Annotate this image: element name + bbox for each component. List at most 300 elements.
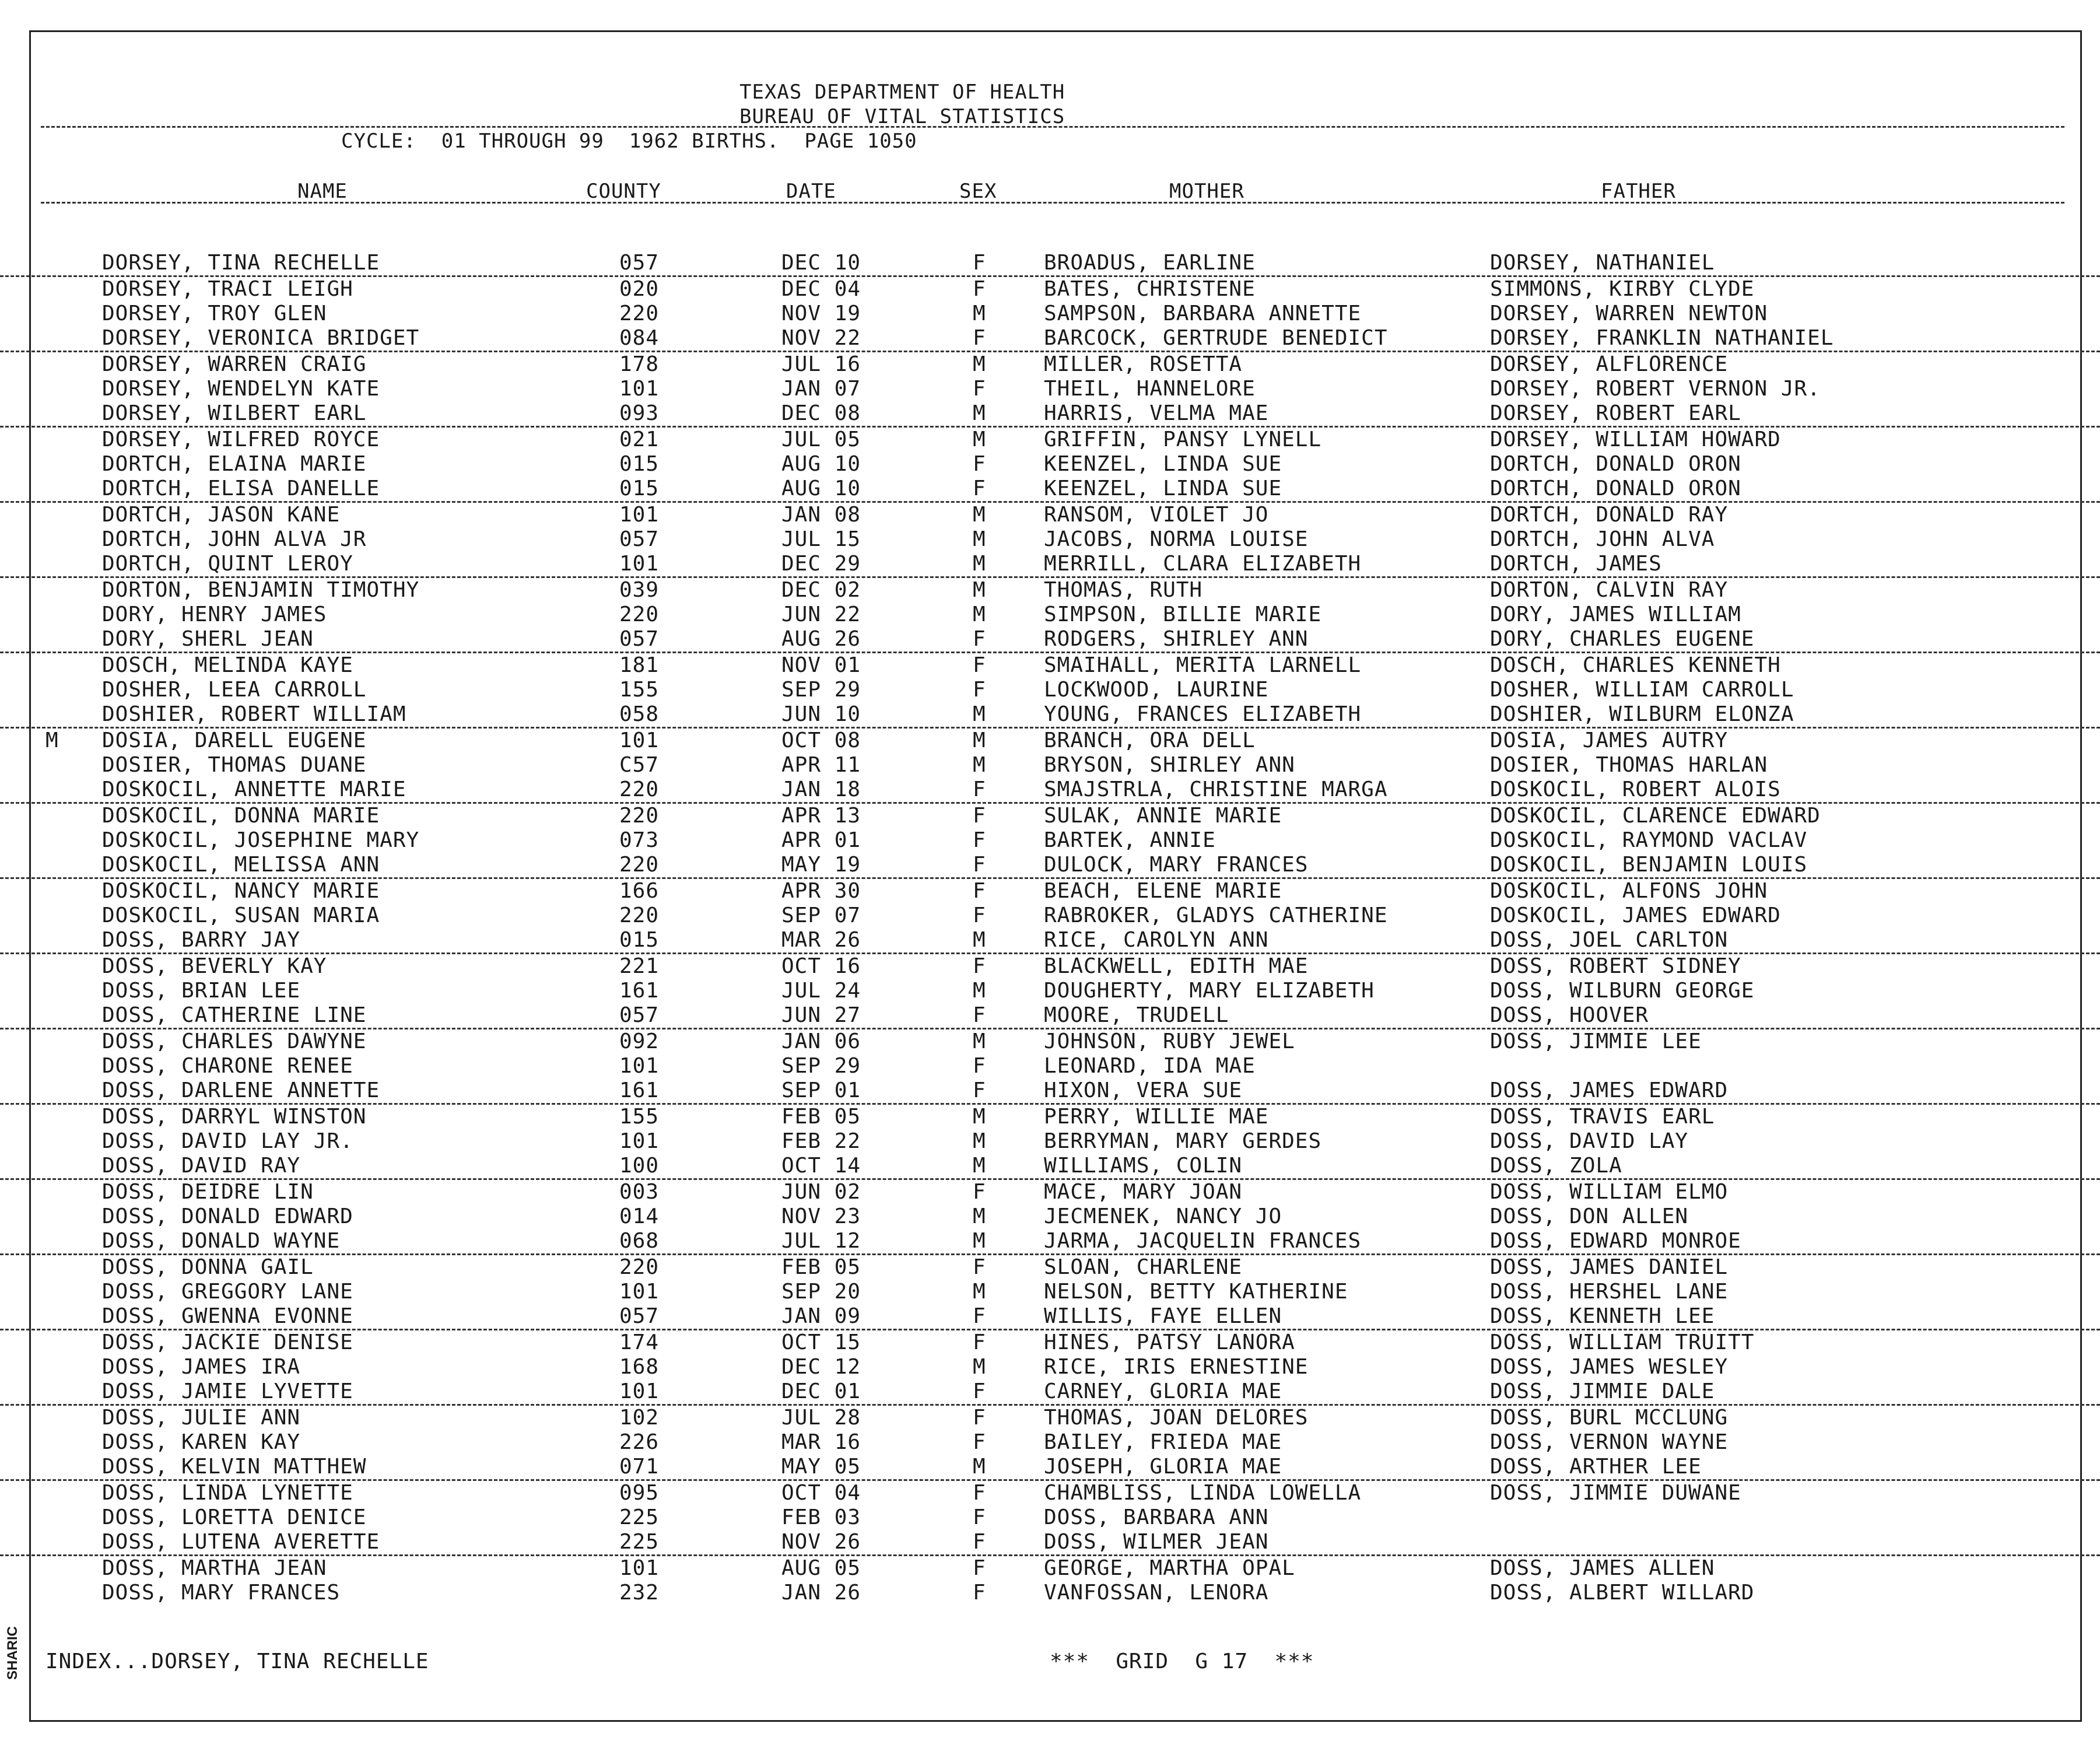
- cell-father: DOSS, EDWARD MONROE: [1490, 1229, 1741, 1253]
- cell-county: 068: [619, 1229, 660, 1253]
- cell-mother: GEORGE, MARTHA OPAL: [1044, 1556, 1295, 1580]
- table-row: [0, 778, 2100, 804]
- table-row: [0, 1229, 2100, 1255]
- cell-county: 101: [619, 1129, 660, 1153]
- cell-county: 168: [619, 1355, 660, 1379]
- cell-county: 178: [619, 352, 660, 376]
- cell-mother: DULOCK, MARY FRANCES: [1044, 853, 1309, 877]
- cell-county: 057: [619, 251, 660, 275]
- cell-name: DORTCH, QUINT LEROY: [102, 552, 353, 576]
- col-header-sex: SEX: [959, 180, 997, 203]
- cell-county: 161: [619, 1078, 660, 1102]
- cell-name: DORY, SHERL JEAN: [102, 627, 314, 651]
- table-row: [0, 627, 2100, 653]
- cell-sex: M: [973, 503, 986, 527]
- col-header-county: COUNTY: [586, 180, 661, 203]
- cell-mother: RICE, IRIS ERNESTINE: [1044, 1355, 1309, 1379]
- cell-county: 101: [619, 1379, 660, 1403]
- cell-mother: LEONARD, IDA MAE: [1044, 1054, 1256, 1078]
- table-row: [0, 277, 2100, 302]
- table-row: [0, 1129, 2100, 1154]
- cell-date: NOV 26: [781, 1530, 861, 1554]
- cell-sex: M: [973, 1105, 986, 1129]
- cell-father: DOSS, ROBERT SIDNEY: [1490, 954, 1741, 978]
- cell-name: DOSS, BEVERLY KAY: [102, 954, 327, 978]
- cell-county: 101: [619, 503, 660, 527]
- table-row: [0, 527, 2100, 552]
- cell-date: SEP 29: [781, 1054, 861, 1078]
- cell-date: JUL 05: [781, 428, 861, 451]
- cell-father: DOSS, WILLIAM TRUITT: [1490, 1330, 1755, 1354]
- cell-date: DEC 08: [781, 401, 861, 425]
- cell-date: OCT 04: [781, 1481, 861, 1505]
- cell-sex: F: [973, 1330, 986, 1354]
- cell-father: DOSS, JAMES EDWARD: [1490, 1078, 1729, 1102]
- cell-date: SEP 07: [781, 903, 861, 927]
- table-row: [0, 401, 2100, 428]
- cell-mother: THOMAS, JOAN DELORES: [1044, 1406, 1309, 1430]
- table-row: [0, 1455, 2100, 1481]
- table-row: [0, 1379, 2100, 1406]
- cell-date: JAN 26: [781, 1581, 861, 1605]
- cell-name: DOSS, DARLENE ANNETTE: [102, 1078, 380, 1102]
- cell-name: DORSEY, TINA RECHELLE: [102, 251, 380, 275]
- cell-county: 220: [619, 804, 660, 828]
- cell-name: DORTCH, ELISA DANELLE: [102, 477, 380, 500]
- cell-sex: M: [973, 603, 986, 626]
- cell-name: DOSS, KELVIN MATTHEW: [102, 1455, 367, 1479]
- cell-father: DOSS, JIMMIE DALE: [1490, 1379, 1715, 1403]
- cell-name: DOSKOCIL, DONNA MARIE: [102, 804, 380, 828]
- cell-county: 015: [619, 452, 660, 476]
- cell-father: DOSS, BURL MCCLUNG: [1490, 1406, 1729, 1430]
- cell-county: 084: [619, 326, 660, 350]
- cell-mother: JACOBS, NORMA LOUISE: [1044, 527, 1309, 551]
- cell-name: DOSS, CHARONE RENEE: [102, 1054, 353, 1078]
- cell-date: MAR 16: [781, 1430, 861, 1454]
- cell-father: DOSHER, WILLIAM CARROLL: [1490, 678, 1794, 702]
- cell-mother: WILLIAMS, COLIN: [1044, 1154, 1243, 1178]
- cell-mother: SULAK, ANNIE MARIE: [1044, 804, 1282, 828]
- cell-county: 095: [619, 1481, 660, 1505]
- cell-name: DOSS, LUTENA AVERETTE: [102, 1530, 380, 1554]
- cell-mother: NELSON, BETTY KATHERINE: [1044, 1280, 1348, 1304]
- cell-date: DEC 29: [781, 552, 861, 576]
- cell-date: JAN 09: [781, 1304, 861, 1328]
- cell-father: DOSS, HOOVER: [1490, 1003, 1649, 1027]
- cell-date: DEC 01: [781, 1379, 861, 1403]
- cell-mother: HIXON, VERA SUE: [1044, 1078, 1243, 1102]
- cell-date: AUG 10: [781, 477, 861, 500]
- cell-name: DOSS, DAVID LAY JR.: [102, 1129, 353, 1153]
- cell-sex: F: [973, 678, 986, 702]
- cell-county: 232: [619, 1581, 660, 1605]
- cell-date: JUN 10: [781, 702, 861, 726]
- cell-mother: BLACKWELL, EDITH MAE: [1044, 954, 1309, 978]
- cell-mother: THOMAS, RUTH: [1044, 578, 1203, 602]
- cell-date: NOV 19: [781, 302, 861, 325]
- cell-mother: YOUNG, FRANCES ELIZABETH: [1044, 702, 1362, 726]
- cell-name: DOSS, LORETTA DENICE: [102, 1505, 367, 1529]
- cell-sex: F: [973, 1255, 986, 1279]
- cell-county: 101: [619, 1556, 660, 1580]
- cell-father: DOSS, ZOLA: [1490, 1154, 1622, 1178]
- cell-father: DORSEY, ALFLORENCE: [1490, 352, 1729, 376]
- cell-father: DOSS, ARTHER LEE: [1490, 1455, 1702, 1479]
- cell-county: 174: [619, 1330, 660, 1354]
- cell-sex: F: [973, 1406, 986, 1430]
- cell-father: DORSEY, FRANKLIN NATHANIEL: [1490, 326, 1834, 350]
- cell-sex: F: [973, 1481, 986, 1505]
- cell-date: DEC 04: [781, 277, 861, 301]
- cell-sex: F: [973, 653, 986, 677]
- cell-name: DORSEY, TROY GLEN: [102, 302, 327, 325]
- cell-county: 225: [619, 1530, 660, 1554]
- cell-mother: GRIFFIN, PANSY LYNELL: [1044, 428, 1322, 451]
- cell-name: DOSS, BARRY JAY: [102, 928, 301, 952]
- cell-father: DOSKOCIL, ROBERT ALOIS: [1490, 778, 1781, 801]
- cell-date: SEP 29: [781, 678, 861, 702]
- cell-father: DOSKOCIL, ALFONS JOHN: [1490, 879, 1768, 903]
- cell-name: DOSKOCIL, ANNETTE MARIE: [102, 778, 406, 801]
- table-row: [0, 377, 2100, 401]
- table-row: [0, 1430, 2100, 1455]
- table-row: [0, 828, 2100, 853]
- cell-sex: M: [973, 428, 986, 451]
- cell-mother: SMAJSTRLA, CHRISTINE MARGA: [1044, 778, 1388, 801]
- cell-mother: SIMPSON, BILLIE MARIE: [1044, 603, 1322, 626]
- cell-name: DORTCH, JASON KANE: [102, 503, 341, 527]
- cell-name: DOSS, JULIE ANN: [102, 1406, 301, 1430]
- header-rule-top: [41, 126, 2064, 128]
- table-row: [0, 1003, 2100, 1029]
- cell-mother: MOORE, TRUDELL: [1044, 1003, 1229, 1027]
- cell-name: DORSEY, WARREN CRAIG: [102, 352, 367, 376]
- cell-sex: M: [973, 753, 986, 777]
- cell-sex: F: [973, 903, 986, 927]
- table-row: [0, 1556, 2100, 1581]
- cell-name: DORTCH, JOHN ALVA JR: [102, 527, 367, 551]
- cell-county: 226: [619, 1430, 660, 1454]
- cell-date: JUL 16: [781, 352, 861, 376]
- cell-father: DORSEY, WILLIAM HOWARD: [1490, 428, 1781, 451]
- cell-mother: HARRIS, VELMA MAE: [1044, 401, 1269, 425]
- cell-mother: MILLER, ROSETTA: [1044, 352, 1243, 376]
- cell-father: DOSS, DON ALLEN: [1490, 1204, 1689, 1228]
- cell-date: JUL 12: [781, 1229, 861, 1253]
- cell-name: DORSEY, WILBERT EARL: [102, 401, 367, 425]
- cell-date: FEB 22: [781, 1129, 861, 1153]
- cell-mother: HINES, PATSY LANORA: [1044, 1330, 1295, 1354]
- cell-name: DOSS, DONALD WAYNE: [102, 1229, 341, 1253]
- cell-county: 003: [619, 1180, 660, 1204]
- cell-date: MAR 26: [781, 928, 861, 952]
- cell-date: JUL 28: [781, 1406, 861, 1430]
- cell-name: DOSS, DAVID RAY: [102, 1154, 301, 1178]
- cell-mother: SMAIHALL, MERITA LARNELL: [1044, 653, 1362, 677]
- column-header-rule: [41, 202, 2064, 204]
- cell-county: 166: [619, 879, 660, 903]
- table-row: [0, 853, 2100, 879]
- cell-county: 039: [619, 578, 660, 602]
- cell-father: DORTCH, JAMES: [1490, 552, 1662, 576]
- table-row: [0, 1330, 2100, 1355]
- cell-date: FEB 03: [781, 1505, 861, 1529]
- cell-sex: F: [973, 1054, 986, 1078]
- table-row: [0, 326, 2100, 352]
- cell-date: NOV 01: [781, 653, 861, 677]
- cell-name: DOSS, KAREN KAY: [102, 1430, 301, 1454]
- table-row: [0, 1154, 2100, 1180]
- cell-mother: DOSS, WILMER JEAN: [1044, 1530, 1269, 1554]
- table-row: [0, 979, 2100, 1003]
- table-row: [0, 1105, 2100, 1129]
- cell-sex: F: [973, 853, 986, 877]
- cell-date: JAN 07: [781, 377, 861, 401]
- cell-date: SEP 01: [781, 1078, 861, 1102]
- birth-records-list: [0, 251, 2100, 1605]
- cell-father: DOSS, JAMES DANIEL: [1490, 1255, 1729, 1279]
- table-row: [0, 928, 2100, 954]
- cell-county: 100: [619, 1154, 660, 1178]
- cell-sex: M: [973, 1154, 986, 1178]
- cell-date: JUN 02: [781, 1180, 861, 1204]
- cell-mother: JOSEPH, GLORIA MAE: [1044, 1455, 1282, 1479]
- cell-county: 181: [619, 653, 660, 677]
- cell-father: DORSEY, ROBERT EARL: [1490, 401, 1741, 425]
- cell-date: MAY 05: [781, 1455, 861, 1479]
- cell-sex: F: [973, 1581, 986, 1605]
- cell-name: DOSKOCIL, MELISSA ANN: [102, 853, 380, 877]
- table-row: [0, 302, 2100, 326]
- cell-father: DOSS, JIMMIE LEE: [1490, 1029, 1702, 1053]
- table-row: [0, 678, 2100, 702]
- cell-sex: F: [973, 326, 986, 350]
- cell-father: DORSEY, NATHANIEL: [1490, 251, 1715, 275]
- table-row: [0, 1355, 2100, 1379]
- cell-mark: M: [45, 729, 59, 752]
- cell-mother: CHAMBLISS, LINDA LOWELLA: [1044, 1481, 1362, 1505]
- cell-sex: M: [973, 352, 986, 376]
- cell-county: 220: [619, 302, 660, 325]
- table-row: [0, 1481, 2100, 1505]
- cell-father: DORY, JAMES WILLIAM: [1490, 603, 1741, 626]
- cell-date: APR 30: [781, 879, 861, 903]
- cell-name: DOSIER, THOMAS DUANE: [102, 753, 367, 777]
- cell-name: DOSS, MARTHA JEAN: [102, 1556, 327, 1580]
- cell-sex: F: [973, 277, 986, 301]
- cell-date: JUL 15: [781, 527, 861, 551]
- cell-date: JUN 22: [781, 603, 861, 626]
- cell-sex: F: [973, 879, 986, 903]
- cell-sex: F: [973, 1003, 986, 1027]
- side-label: SHARIC: [5, 1626, 20, 1680]
- cell-county: 221: [619, 954, 660, 978]
- table-row: [0, 1255, 2100, 1280]
- cell-father: DOSS, WILLIAM ELMO: [1490, 1180, 1729, 1204]
- table-row: [0, 1029, 2100, 1054]
- cell-sex: M: [973, 1355, 986, 1379]
- table-row: [0, 1406, 2100, 1430]
- cell-sex: F: [973, 377, 986, 401]
- cell-sex: M: [973, 527, 986, 551]
- cell-sex: F: [973, 1530, 986, 1554]
- table-row: [0, 804, 2100, 828]
- cell-date: OCT 08: [781, 729, 861, 752]
- table-row: [0, 603, 2100, 627]
- cell-name: DORSEY, TRACI LEIGH: [102, 277, 353, 301]
- cell-father: DOSS, VERNON WAYNE: [1490, 1430, 1729, 1454]
- cell-mother: JOHNSON, RUBY JEWEL: [1044, 1029, 1295, 1053]
- cell-father: DOSS, TRAVIS EARL: [1490, 1105, 1715, 1129]
- cell-mother: PERRY, WILLIE MAE: [1044, 1105, 1269, 1129]
- cell-name: DORSEY, WILFRED ROYCE: [102, 428, 380, 451]
- cell-father: DORSEY, WARREN NEWTON: [1490, 302, 1768, 325]
- cell-sex: M: [973, 578, 986, 602]
- table-row: [0, 503, 2100, 527]
- cell-father: DOSS, JIMMIE DUWANE: [1490, 1481, 1741, 1505]
- cell-sex: F: [973, 828, 986, 852]
- cell-father: DOSKOCIL, JAMES EDWARD: [1490, 903, 1781, 927]
- table-row: [0, 954, 2100, 979]
- cell-sex: M: [973, 702, 986, 726]
- cell-name: DOSS, DEIDRE LIN: [102, 1180, 314, 1204]
- cell-date: OCT 16: [781, 954, 861, 978]
- cell-father: DOSIA, JAMES AUTRY: [1490, 729, 1729, 752]
- cell-mother: BARTEK, ANNIE: [1044, 828, 1216, 852]
- cell-sex: F: [973, 251, 986, 275]
- cell-sex: M: [973, 1280, 986, 1304]
- cell-father: DOSS, JAMES WESLEY: [1490, 1355, 1729, 1379]
- index-footer: INDEX...DORSEY, TINA RECHELLE: [45, 1650, 429, 1673]
- cell-county: 071: [619, 1455, 660, 1479]
- cell-county: 092: [619, 1029, 660, 1053]
- cell-name: DORSEY, WENDELYN KATE: [102, 377, 380, 401]
- cell-date: JAN 08: [781, 503, 861, 527]
- cell-father: DORTCH, DONALD RAY: [1490, 503, 1729, 527]
- cell-date: APR 13: [781, 804, 861, 828]
- cell-county: 102: [619, 1406, 660, 1430]
- table-row: [0, 879, 2100, 903]
- cell-father: DOSS, DAVID LAY: [1490, 1129, 1689, 1153]
- cell-father: DOSS, WILBURN GEORGE: [1490, 979, 1755, 1003]
- table-row: [0, 1581, 2100, 1605]
- cell-father: DORTON, CALVIN RAY: [1490, 578, 1729, 602]
- cell-father: SIMMONS, KIRBY CLYDE: [1490, 277, 1755, 301]
- table-row: [0, 251, 2100, 277]
- cell-name: DOSHIER, ROBERT WILLIAM: [102, 702, 406, 726]
- cell-county: 057: [619, 1304, 660, 1328]
- cell-date: OCT 14: [781, 1154, 861, 1178]
- cell-name: DOSS, JAMES IRA: [102, 1355, 301, 1379]
- cell-mother: SLOAN, CHARLENE: [1044, 1255, 1243, 1279]
- cell-mother: RANSOM, VIOLET JO: [1044, 503, 1269, 527]
- cell-mother: CARNEY, GLORIA MAE: [1044, 1379, 1282, 1403]
- cell-father: DOSS, ALBERT WILLARD: [1490, 1581, 1755, 1605]
- col-header-date: DATE: [786, 180, 836, 203]
- cell-date: OCT 15: [781, 1330, 861, 1354]
- cell-date: APR 01: [781, 828, 861, 852]
- table-row: [0, 352, 2100, 377]
- table-row: [0, 653, 2100, 678]
- cell-name: DOSS, JACKIE DENISE: [102, 1330, 353, 1354]
- table-row: [0, 452, 2100, 477]
- cell-mother: BEACH, ELENE MARIE: [1044, 879, 1282, 903]
- cell-date: SEP 20: [781, 1280, 861, 1304]
- cell-name: DOSS, CATHERINE LINE: [102, 1003, 367, 1027]
- table-row: [0, 477, 2100, 503]
- cell-date: NOV 22: [781, 326, 861, 350]
- table-row: [0, 1280, 2100, 1304]
- header-line2: BUREAU OF VITAL STATISTICS: [739, 105, 1065, 128]
- cell-county: 225: [619, 1505, 660, 1529]
- cell-sex: F: [973, 778, 986, 801]
- cell-name: DOSS, CHARLES DAWYNE: [102, 1029, 367, 1053]
- cell-name: DOSS, MARY FRANCES: [102, 1581, 341, 1605]
- cell-name: DORSEY, VERONICA BRIDGET: [102, 326, 420, 350]
- cell-county: 101: [619, 1054, 660, 1078]
- cell-mother: BATES, CHRISTENE: [1044, 277, 1256, 301]
- cell-mother: RODGERS, SHIRLEY ANN: [1044, 627, 1309, 651]
- cell-date: MAY 19: [781, 853, 861, 877]
- cell-father: DOSIER, THOMAS HARLAN: [1490, 753, 1768, 777]
- cell-date: AUG 26: [781, 627, 861, 651]
- cell-father: DORTCH, DONALD ORON: [1490, 452, 1741, 476]
- cell-date: FEB 05: [781, 1105, 861, 1129]
- cell-name: DOSKOCIL, SUSAN MARIA: [102, 903, 380, 927]
- cell-mother: KEENZEL, LINDA SUE: [1044, 452, 1282, 476]
- cell-sex: F: [973, 452, 986, 476]
- cell-name: DOSS, DONALD EDWARD: [102, 1204, 353, 1228]
- cell-name: DOSS, DARRYL WINSTON: [102, 1105, 367, 1129]
- table-row: [0, 729, 2100, 753]
- cell-mother: JECMENEK, NANCY JO: [1044, 1204, 1282, 1228]
- cell-county: 058: [619, 702, 660, 726]
- table-row: [0, 1054, 2100, 1078]
- cell-name: DOSCH, MELINDA KAYE: [102, 653, 353, 677]
- cell-mother: BRYSON, SHIRLEY ANN: [1044, 753, 1295, 777]
- cell-name: DOSKOCIL, JOSEPHINE MARY: [102, 828, 420, 852]
- cell-date: JAN 18: [781, 778, 861, 801]
- table-row: [0, 1530, 2100, 1556]
- table-row: [0, 578, 2100, 603]
- cell-county: 220: [619, 778, 660, 801]
- cell-date: APR 11: [781, 753, 861, 777]
- cell-mother: WILLIS, FAYE ELLEN: [1044, 1304, 1282, 1328]
- cell-county: 073: [619, 828, 660, 852]
- cell-mother: MACE, MARY JOAN: [1044, 1180, 1243, 1204]
- table-row: [0, 1505, 2100, 1530]
- cell-county: 161: [619, 979, 660, 1003]
- cell-county: 220: [619, 903, 660, 927]
- cell-father: DORTCH, DONALD ORON: [1490, 477, 1741, 500]
- table-row: [0, 753, 2100, 778]
- cell-father: DORY, CHARLES EUGENE: [1490, 627, 1755, 651]
- cell-county: C57: [619, 753, 660, 777]
- cell-sex: F: [973, 804, 986, 828]
- cell-father: DOSKOCIL, CLARENCE EDWARD: [1490, 804, 1821, 828]
- cell-county: 101: [619, 729, 660, 752]
- cell-mother: RICE, CAROLYN ANN: [1044, 928, 1269, 952]
- cell-name: DOSS, GREGGORY LANE: [102, 1280, 353, 1304]
- cell-county: 101: [619, 1280, 660, 1304]
- cell-sex: M: [973, 1029, 986, 1053]
- table-row: [0, 428, 2100, 452]
- cell-mother: JARMA, JACQUELIN FRANCES: [1044, 1229, 1362, 1253]
- cell-county: 021: [619, 428, 660, 451]
- cell-sex: F: [973, 1304, 986, 1328]
- cell-county: 101: [619, 377, 660, 401]
